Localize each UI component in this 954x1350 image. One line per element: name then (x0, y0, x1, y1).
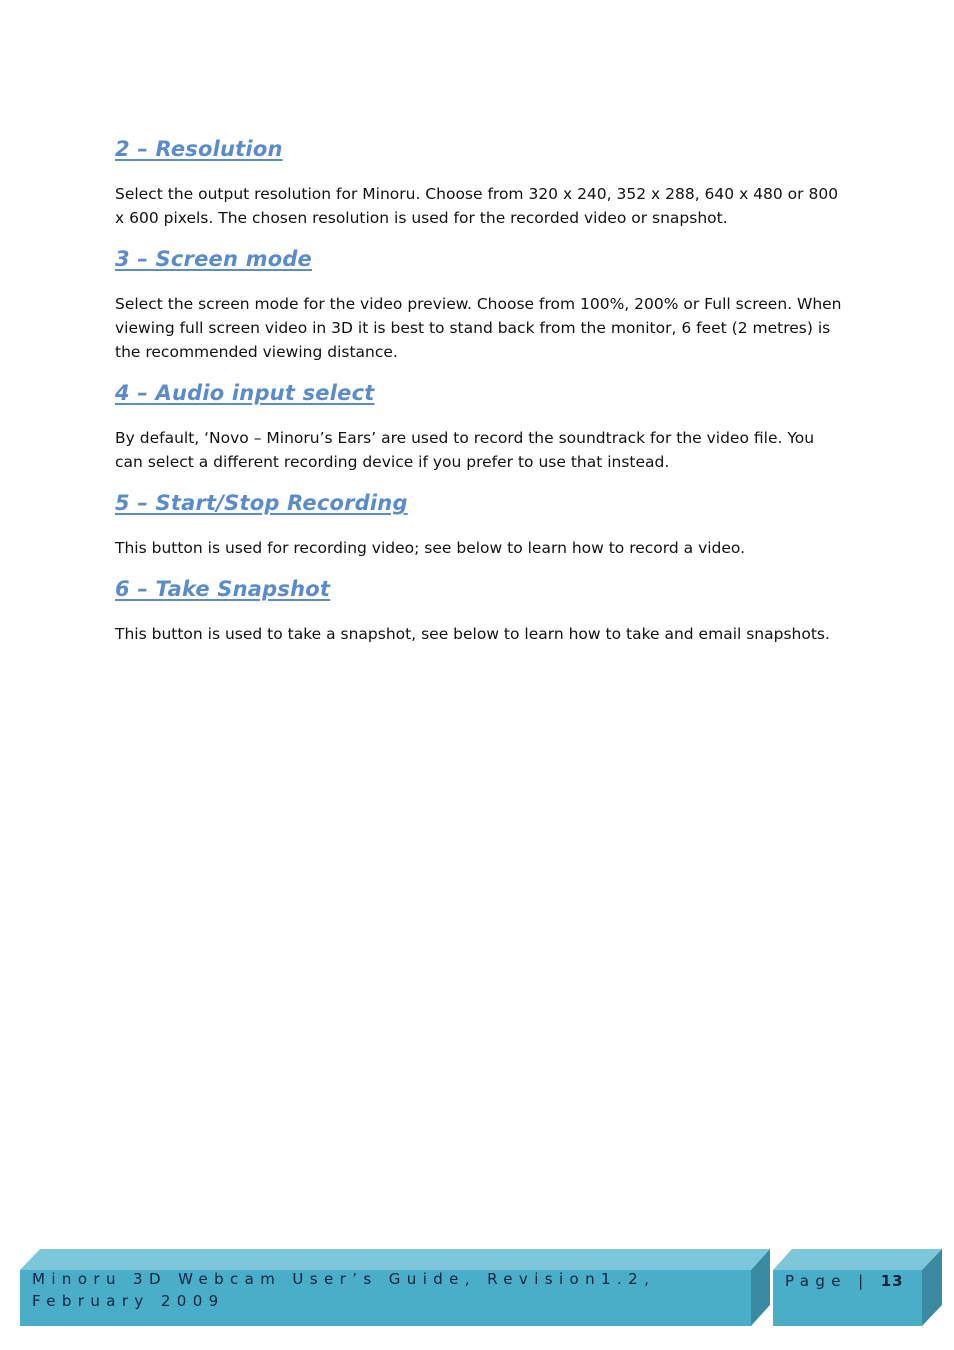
footer-left-top-bevel (20, 1249, 770, 1270)
section-body: Select the output resolution for Minoru. Choose from 320 x 240, 352 x 288, 640 x 480 or 800 x 600 pixels. The chosen resolution is used for the recorded video or snapshot. (115, 185, 839, 227)
footer-right-top-bevel (773, 1249, 942, 1270)
section-heading: 6 – Take Snapshot (115, 577, 331, 601)
page-number: 13 (880, 1272, 904, 1290)
section-body: By default, ‘Novo – Minoru’s Ears’ are used to record the soundtrack for the video file. You can select a different recording device if you prefer to use that instead. (115, 429, 815, 471)
section-body: This button is used for recording video; see below to learn how to record a video. (115, 539, 746, 557)
footer-guide-title: Minoru 3D Webcam User’s Guide, Revision1.2, February 2009 (32, 1270, 656, 1310)
section-heading: 5 – Start/Stop Recording (115, 491, 408, 515)
page-label: Page | (785, 1272, 870, 1290)
section-heading: 2 – Resolution (115, 137, 283, 161)
footer-page-indicator (785, 1270, 925, 1292)
section-body: Select the screen mode for the video preview. Choose from 100%, 200% or Full screen. When viewing full screen video in 3D it is best to stand back from the monitor, 6 feet (2 metres) is the recommended viewing distance. (115, 295, 842, 361)
section-body: This button is used to take a snapshot, see below to learn how to take and email snapshots. (115, 625, 830, 643)
section-heading: 4 – Audio input select (115, 381, 375, 405)
section-heading: 3 – Screen mode (115, 247, 312, 271)
